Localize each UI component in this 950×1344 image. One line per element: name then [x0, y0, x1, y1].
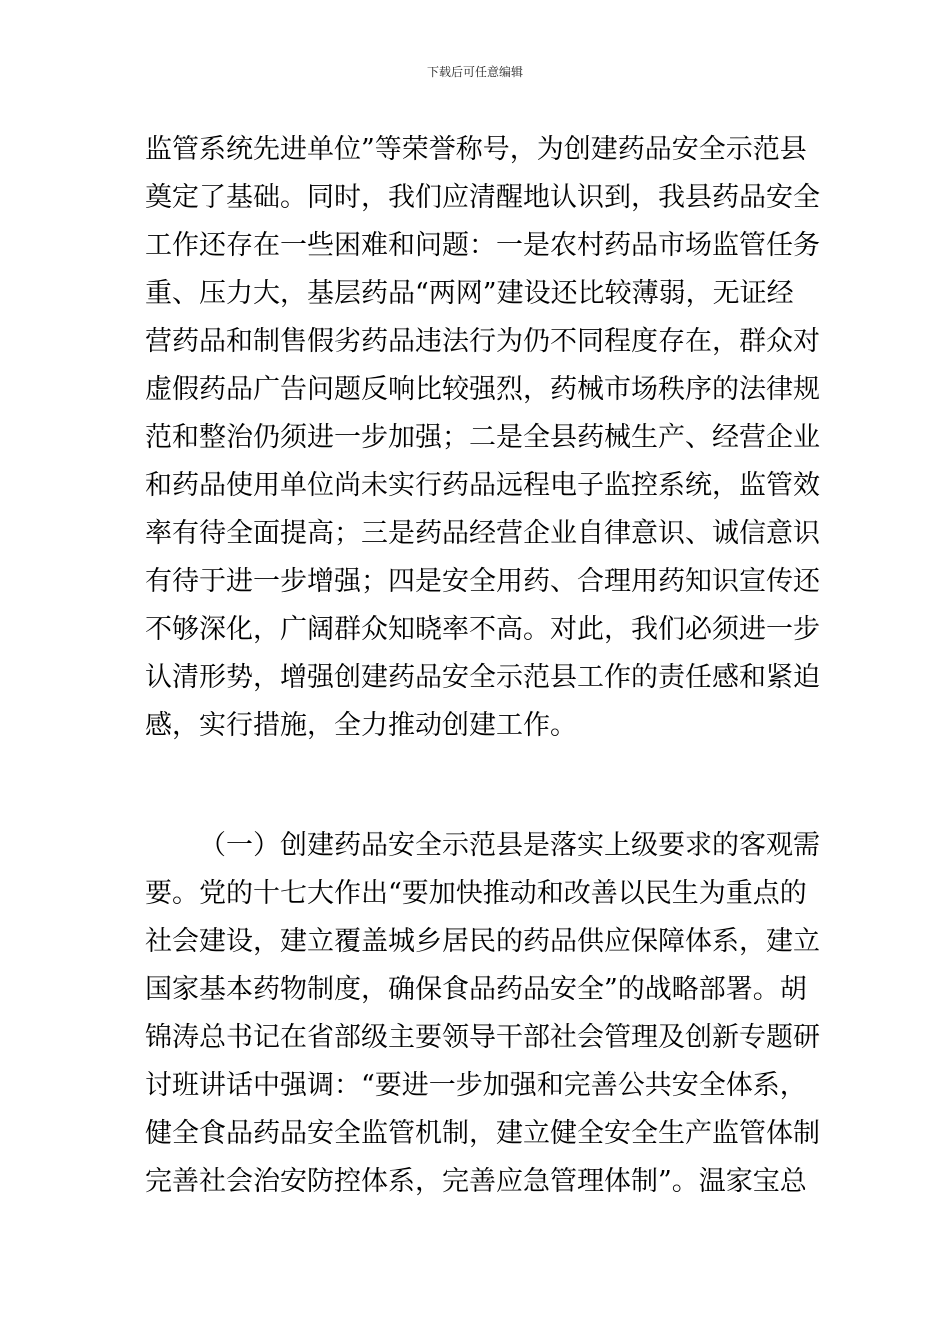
text-line: 工作还存在一些困难和问题：一是农村药品市场监管任务 [145, 230, 820, 261]
text-line: 和药品使用单位尚未实行药品远程电子监控系统，监管效 [145, 470, 820, 501]
text-line: 锦涛总书记在省部级主要领导干部社会管理及创新专题研 [145, 1022, 820, 1053]
text-line: 监管系统先进单位”等荣誉称号，为创建药品安全示范县 [145, 134, 807, 165]
text-line: 健全食品药品安全监管机制，建立健全安全生产监管体制 [145, 1118, 820, 1149]
text-line: 社会建设，建立覆盖城乡居民的药品供应保障体系，建立 [145, 926, 820, 957]
text-line: （一）创建药品安全示范县是落实上级要求的客观需 [199, 830, 820, 861]
text-line: 营药品和制售假劣药品违法行为仍不同程度存在，群众对 [145, 326, 820, 357]
text-line: 重、压力大，基层药品“两网”建设还比较薄弱，无证经 [145, 278, 794, 309]
text-line: 要。党的十七大作出“要加快推动和改善以民生为重点的 [145, 878, 807, 909]
text-line: 讨班讲话中强调：“要进一步加强和完善公共安全体系， [145, 1070, 807, 1101]
text-line: 认清形势，增强创建药品安全示范县工作的责任感和紧迫 [145, 662, 820, 693]
text-line: 不够深化，广阔群众知晓率不高。对此，我们必须进一步 [145, 614, 820, 645]
text-line: 范和整治仍须进一步加强；二是全县药械生产、经营企业 [145, 422, 820, 453]
text-line: 虚假药品广告问题反响比较强烈，药械市场秩序的法律规 [145, 374, 820, 405]
text-line: 有待于进一步增强；四是安全用药、合理用药知识宣传还 [145, 566, 820, 597]
page-header: 下载后可任意编辑 [426, 65, 523, 79]
text-line: 感，实行措施，全力推动创建工作。 [145, 710, 577, 741]
text-line: 完善社会治安防控体系，完善应急管理体制”。温家宝总 [145, 1166, 807, 1197]
text-line: 国家基本药物制度，确保食品药品安全”的战略部署。胡 [145, 974, 807, 1005]
text-line: 率有待全面提高；三是药品经营企业自律意识、诚信意识 [145, 518, 820, 549]
text-line: 奠定了基础。同时，我们应清醒地认识到，我县药品安全 [145, 182, 820, 213]
